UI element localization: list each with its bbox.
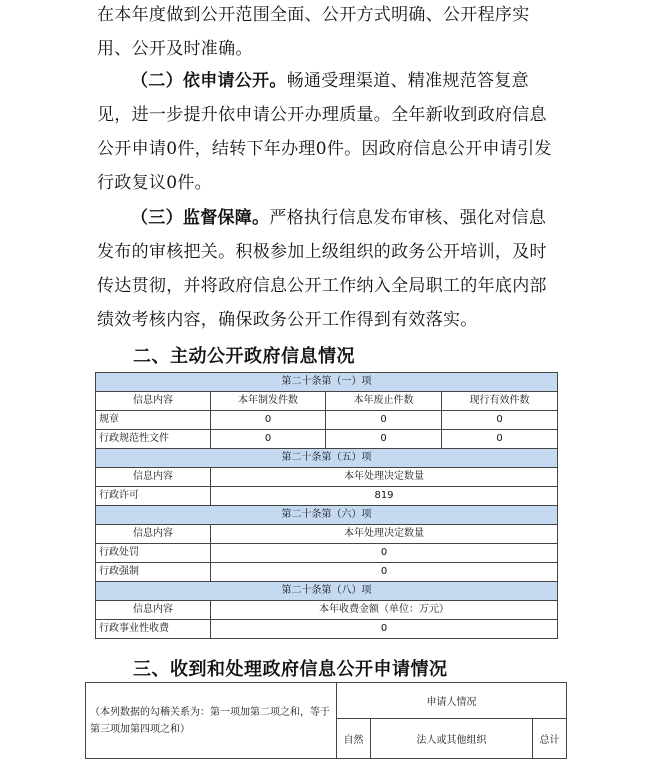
table-row xyxy=(96,487,558,506)
supervise-text: 严格执行信息发布审核、强化对信息发布的审核把关。积极参加上级组织的政务公开培训，及时传达贯彻，并将政府信息公开工作纳入全局职工的年底内部绩效考核内容，确保政务公开工作得到有效落实。 xyxy=(97,208,547,330)
row-value: 0 xyxy=(442,411,558,430)
apply-lead: （二）依申请公开。 xyxy=(131,71,287,91)
application-table xyxy=(85,682,567,759)
total-header: 总计 xyxy=(533,719,567,759)
legal-entity-header: 法人或其他组织 xyxy=(371,719,533,759)
proactive-disclosure-table xyxy=(95,372,558,639)
relationship-note: （本列数据的勾稽关系为：第一项加第二项之和，等于第三项加第四项之和） xyxy=(86,683,337,759)
row-value: 0 xyxy=(211,563,558,582)
table-row xyxy=(96,544,558,563)
applicant-header: 申请人情况 xyxy=(337,683,567,719)
header-cell: 本年收费金额（单位：万元） xyxy=(211,601,558,620)
row-value: 0 xyxy=(326,430,442,449)
header-cell: 信息内容 xyxy=(96,601,211,620)
header-cell: 信息内容 xyxy=(96,525,211,544)
row-label: 行政强制 xyxy=(96,563,211,582)
header-cell: 本年处理决定数量 xyxy=(211,525,558,544)
row-value: 0 xyxy=(211,430,326,449)
row-label: 行政许可 xyxy=(96,487,211,506)
header-cell: 现行有效件数 xyxy=(442,392,558,411)
row-value: 0 xyxy=(442,430,558,449)
section-heading-2: 二、主动公开政府信息情况 xyxy=(133,346,355,367)
header-cell: 本年废止件数 xyxy=(326,392,442,411)
table-row xyxy=(96,620,558,639)
band-art20-8: 第二十条第（八）项 xyxy=(96,582,558,601)
intro-paragraph xyxy=(97,0,555,66)
table-row xyxy=(96,563,558,582)
apply-paragraph xyxy=(97,64,555,200)
row-value: 0 xyxy=(211,620,558,639)
row-label: 行政事业性收费 xyxy=(96,620,211,639)
table-band-row xyxy=(96,506,558,525)
row-label: 行政规范性文件 xyxy=(96,430,211,449)
supervise-lead: （三）监督保障。 xyxy=(131,208,270,228)
apply-text: 畅通受理渠道、精准规范答复意见，进一步提升依申请公开办理质量。全年新收到政府信息公开申请0件，结转下年办理0件。因政府信息公开申请引发行政复议0件。 xyxy=(97,71,552,193)
table-band-row xyxy=(96,449,558,468)
intro-text: 在本年度做到公开范围全面、公开方式明确、公开程序实用、公开及时准确。 xyxy=(97,5,530,59)
table-row xyxy=(96,430,558,449)
row-value: 819 xyxy=(211,487,558,506)
table-header-row xyxy=(96,392,558,411)
table-header-row xyxy=(96,525,558,544)
band-art20-5: 第二十条第（五）项 xyxy=(96,449,558,468)
table-header-row xyxy=(96,468,558,487)
header-cell: 本年处理决定数量 xyxy=(211,468,558,487)
table-row xyxy=(96,411,558,430)
supervise-paragraph xyxy=(97,201,555,337)
table-band-row xyxy=(96,373,558,392)
header-cell: 本年制发件数 xyxy=(211,392,326,411)
table-header-row xyxy=(96,601,558,620)
header-cell: 信息内容 xyxy=(96,392,211,411)
row-value: 0 xyxy=(211,544,558,563)
table-band-row xyxy=(96,582,558,601)
header-cell: 信息内容 xyxy=(96,468,211,487)
section-heading-3: 三、收到和处理政府信息公开申请情况 xyxy=(133,659,448,680)
band-art20-1: 第二十条第（一）项 xyxy=(96,373,558,392)
natural-person-header: 自然 xyxy=(337,719,371,759)
band-art20-6: 第二十条第（六）项 xyxy=(96,506,558,525)
row-value: 0 xyxy=(211,411,326,430)
row-label: 行政处罚 xyxy=(96,544,211,563)
row-label: 规章 xyxy=(96,411,211,430)
table-row xyxy=(86,683,567,719)
row-value: 0 xyxy=(326,411,442,430)
